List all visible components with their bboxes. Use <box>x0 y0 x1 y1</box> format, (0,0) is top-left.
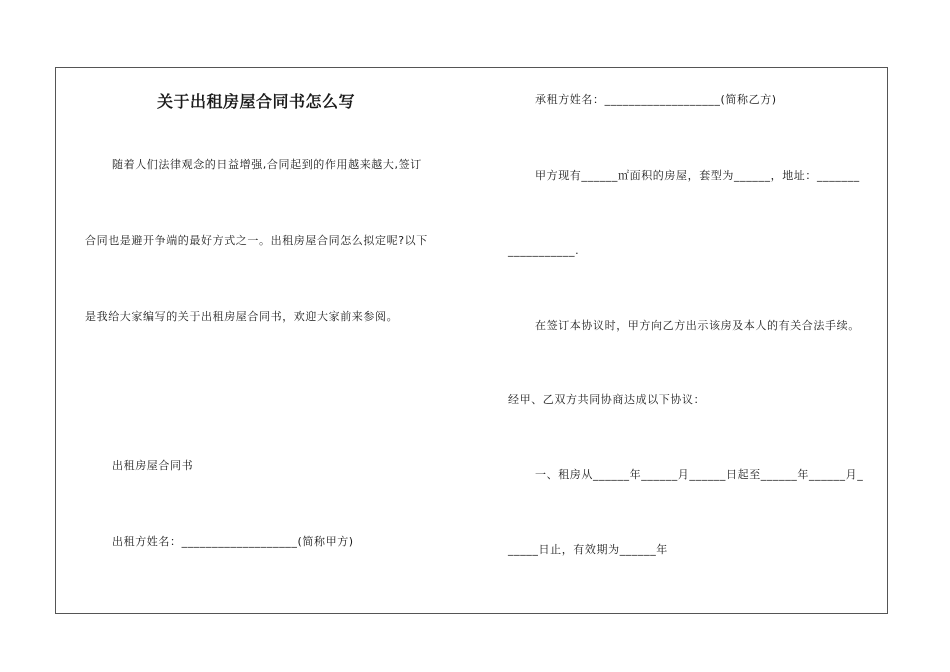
signing-clause: 在签订本协议时，甲方向乙方出示该房及本人的有关合法手续。 <box>535 319 860 332</box>
document-page-frame <box>55 67 888 614</box>
rental-term-line-1: 一、租房从______年______月______日起至______年______月_ <box>535 468 864 481</box>
intro-paragraph-line-2: 合同也是避开争端的最好方式之一。出租房屋合同怎么拟定呢?以下 <box>85 234 428 247</box>
intro-paragraph-line-1: 随着人们法律观念的日益增强,合同起到的作用越来越大,签订 <box>112 158 422 171</box>
lessor-name-field: 出租方姓名：___________________(简称甲方) <box>112 535 354 548</box>
intro-paragraph-line-3: 是我给大家编写的关于出租房屋合同书，欢迎大家前来参阅。 <box>85 310 399 323</box>
agreement-intro: 经甲、乙双方共同协商达成以下协议： <box>508 393 706 406</box>
document-title: 关于出租房屋合同书怎么写 <box>157 92 356 111</box>
lessee-name-field: 承租方姓名：___________________(简称乙方) <box>535 93 777 106</box>
house-description-line-1: 甲方现有______㎡面积的房屋，套型为______，地址：_______ <box>535 169 860 182</box>
house-description-line-2: ___________. <box>508 244 580 257</box>
rental-term-line-2: _____日止，有效期为______年 <box>508 543 668 556</box>
contract-heading: 出租房屋合同书 <box>112 459 194 472</box>
